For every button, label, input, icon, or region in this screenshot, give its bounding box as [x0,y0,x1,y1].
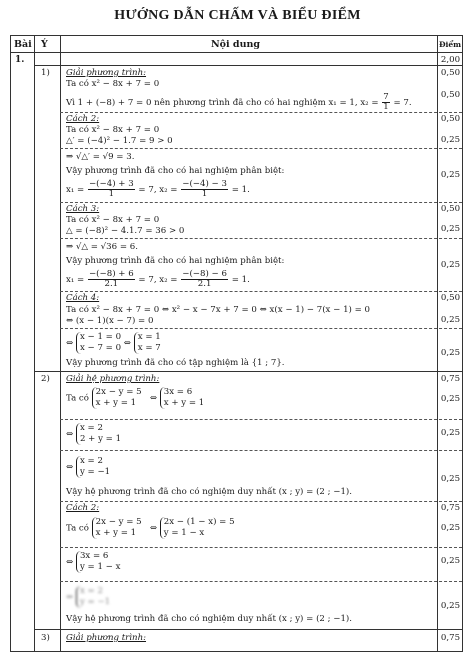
p2-c1-score-3: 0,25 [440,428,461,438]
p1-c4-line-1: Ta có x² − 8x + 7 = 0 ⇔ x² − x − 7x + 7 = 0 ⇔ x(x − 1) − 7(x − 1) = 0 [66,305,371,315]
dashed-divider [60,581,462,582]
p2-c2-score-2: 0,25 [440,523,461,533]
dashed-divider [60,148,462,149]
p1-c2-line-2: △′ = (−4)² − 1.7 = 9 > 0 [66,136,173,146]
part-2-label: 2) [41,374,50,384]
dashed-divider [60,291,462,292]
p1-c4-score-2: 0,25 [440,315,461,325]
dashed-divider [60,501,462,502]
p2-c2-line-3: ⇔ x = 2 y = −1 [66,586,111,607]
p3-title: Giải phương trình: [66,633,147,643]
p2-c1-line-4: Vậy hệ phương trình đã cho có nghiệm duy nhất (x ; y) = (2 ; −1). [66,487,353,497]
p1-c4-title: Cách 4: [66,293,100,303]
dashed-divider [60,238,462,239]
p2-c1-score-1: 0,75 [440,374,461,384]
p2-c2-score-1: 0,75 [440,503,461,513]
p1-c2-title: Cách 2: [66,114,100,124]
p2-c2-title: Cách 2: [66,503,100,513]
header-noi-dung: Nội dung [211,39,261,50]
p1-c4-line-3: ⇔ x − 1 = 0 x − 7 = 0 ⇔ x = 1 x = 7 [66,332,161,353]
p1-c3-score-1: 0,50 [440,204,461,214]
p2-c2-line-4: Vậy hệ phương trình đã cho có nghiệm duy nhất (x ; y) = (2 ; −1). [66,614,353,624]
row-divider [34,65,462,66]
p2-c1-score-2: 0,25 [440,394,461,404]
p1-c4-line-4: Vậy phương trình đã cho có tập nghiệm là {1 ; 7}. [66,358,285,368]
p2-c2-line-2: ⇔ 3x = 6 y = 1 − x [66,551,121,572]
grading-table [10,35,463,652]
p1-c4-line-2: ⇔ (x − 1)(x − 7) = 0 [66,316,154,326]
p2-c1-title: Giải hệ phương trình: [66,374,160,384]
p1-c1-line-1: Ta có x² − 8x + 7 = 0 [66,79,160,89]
p2-c2-score-4: 0,25 [440,601,461,611]
header-y: Ý [41,39,48,50]
problem-total-score: 2,00 [440,55,461,65]
p1-c3-line-3: ⇒ √△ = √36 = 6. [66,242,138,252]
p1-c3-score-3: 0,25 [440,260,461,270]
p1-c2-score-1: 0,50 [440,114,461,124]
dashed-divider [60,112,462,113]
column-divider [60,36,61,651]
dashed-divider [60,419,462,420]
p2-c1-line-3: ⇔ x = 2 y = −1 [66,456,111,477]
p1-c1-score-2: 0,50 [440,90,461,100]
p1-c2-score-3: 0,25 [440,170,461,180]
p1-c2-line-5: x₁ = $\frac{-(-4) + 3}{1}$ = 7, x₂ = $\frac{-(-4) - 3}{1}$ = 1. [66,179,250,199]
row-divider [34,371,462,372]
p2-c1-score-4: 0,25 [440,474,461,484]
p1-c1-line-2: Vì 1 + (−8) + 7 = 0 nên phương trình đã cho có hai nghiệm x₁ = 1, x₂ = $\frac{7}{1}$ = 7. [66,92,412,112]
part-1-label: 1) [41,68,50,78]
page-title: HƯỚNG DẪN CHẤM VÀ BIỂU ĐIỂM [114,8,361,23]
p1-c1-title: Giải phương trình: [66,68,147,78]
p2-c1-line-1: Ta có 2x − y = 5 x + y = 1 ⇔ 3x = 6 x + y = 1 [66,387,205,408]
p1-c3-line-5: x₁ = $\frac{-(-8) + 6}{2.1}$ = 7, x₂ = $\frac{-(-8) - 6}{2.1}$ = 1. [66,269,250,289]
p3-score: 0,75 [440,633,461,643]
p1-c3-line-1: Ta có x² − 8x + 7 = 0 [66,215,160,225]
header-bai: Bài [14,39,32,50]
dashed-divider [60,328,462,329]
p1-c2-line-1: Ta có x² − 8x + 7 = 0 [66,125,160,135]
problem-number: 1. [15,55,25,65]
p2-c1-line-2: ⇔ x = 2 2 + y = 1 [66,423,122,444]
dashed-divider [60,450,462,451]
dashed-divider [60,547,462,548]
p1-c1-score-1: 0,50 [440,68,461,78]
p2-c2-line-1: Ta có 2x − y = 5 x + y = 1 ⇔ 2x − (1 − x) = 5 y = 1 − x [66,517,235,538]
p1-c4-score-3: 0,25 [440,348,461,358]
column-divider [34,36,35,651]
part-3-label: 3) [41,633,50,643]
p1-c2-line-4: Vậy phương trình đã cho có hai nghiệm phân biệt: [66,166,285,176]
p1-c4-score-1: 0,50 [440,293,461,303]
header-divider [11,52,462,53]
p1-c3-score-2: 0,25 [440,224,461,234]
p1-c3-line-4: Vậy phương trình đã cho có hai nghiệm phân biệt: [66,256,285,266]
p1-c3-line-2: △ = (−8)² − 4.1.7 = 36 > 0 [66,226,185,236]
p2-c2-score-3: 0,25 [440,556,461,566]
header-diem: Điểm [439,40,462,49]
p1-c3-title: Cách 3: [66,204,100,214]
row-divider [34,629,462,630]
p1-c2-score-2: 0,25 [440,135,461,145]
dashed-divider [60,202,462,203]
p1-c2-line-3: ⇒ √△′ = √9 = 3. [66,152,135,162]
